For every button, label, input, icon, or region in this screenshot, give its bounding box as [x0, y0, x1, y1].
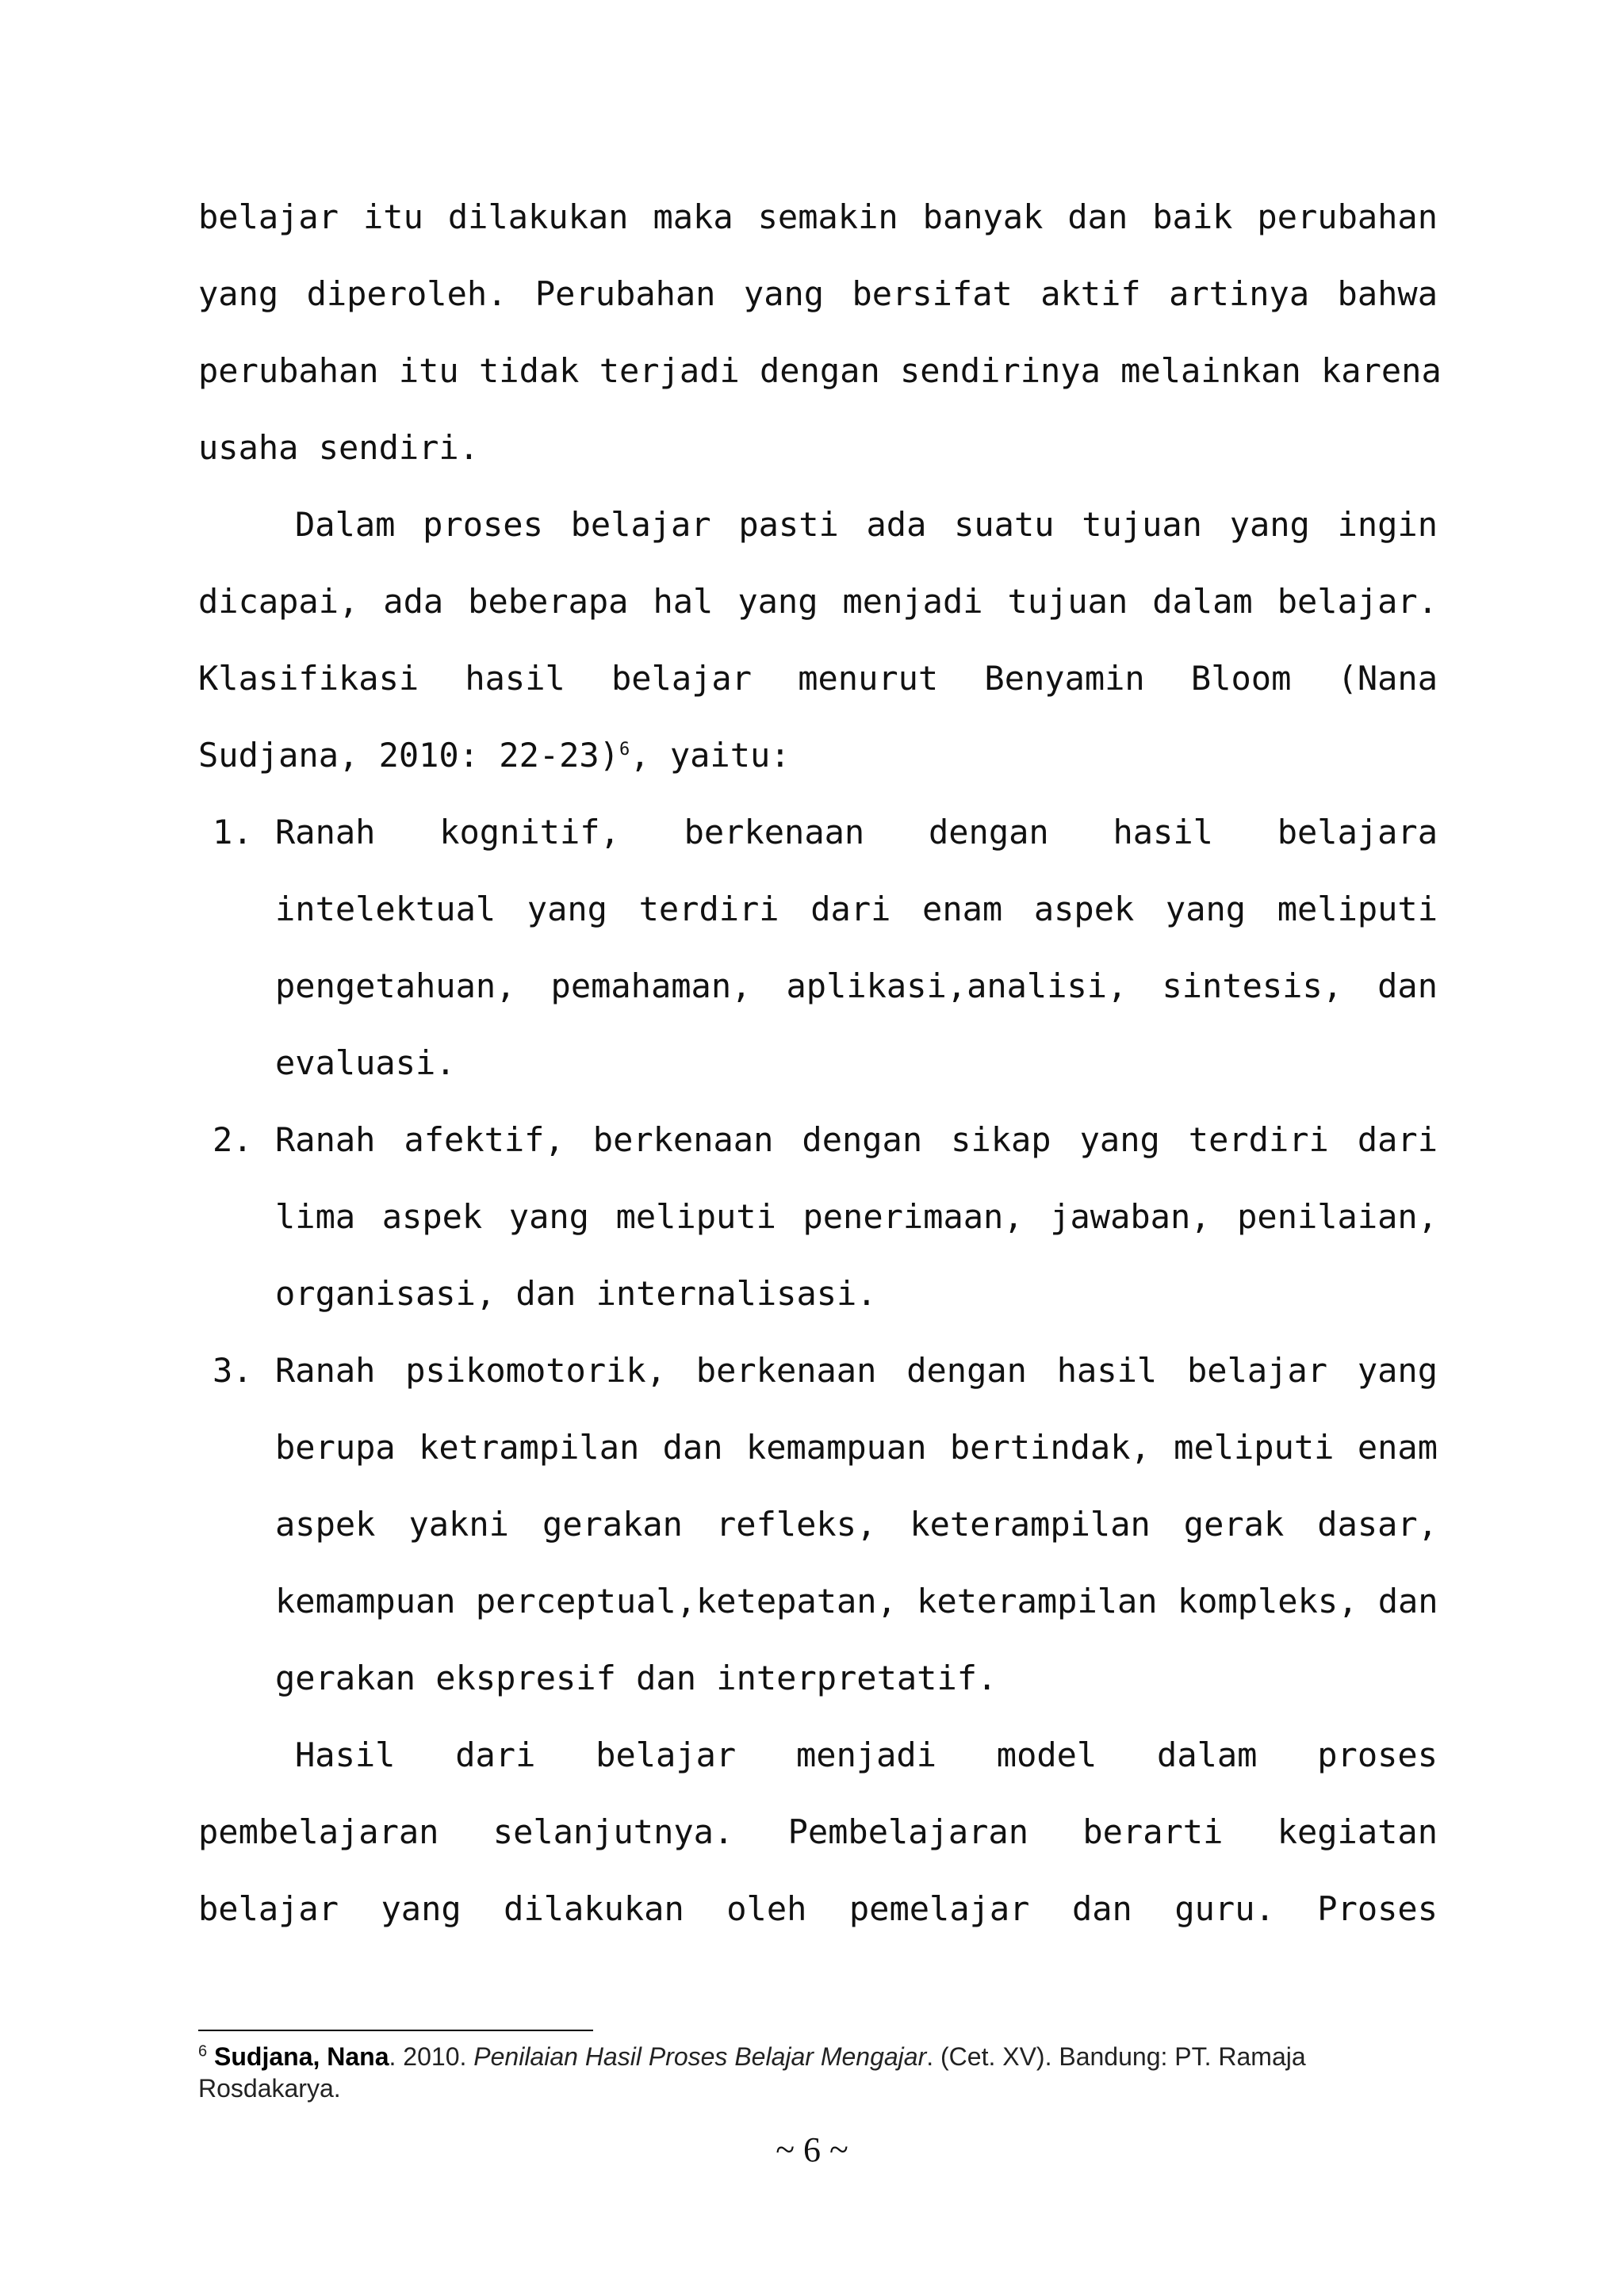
footnote-title: Penilaian Hasil Proses Belajar Mengajar [473, 2042, 927, 2071]
footnote-separator [198, 2030, 593, 2031]
list-item-line: Ranah afektif, berkenaan dengan sikap yang terdiri dari [275, 1120, 1438, 1159]
citation-suffix: , yaitu: [630, 736, 791, 775]
body-line: yang diperoleh. Perubahan yang bersifat aktif artinya bahwa [198, 274, 1438, 313]
list-item-line: Ranah psikomotorik, berkenaan dengan hasil belajar yang [275, 1351, 1438, 1390]
footnote-reference: 6 [619, 740, 630, 760]
body-line: pembelajaran selanjutnya. Pembelajaran berarti kegiatan [198, 1812, 1438, 1851]
list-item-number: 3. [213, 1351, 253, 1390]
body-line: perubahan itu tidak terjadi dengan sendirinya melainkan karena [198, 351, 1442, 390]
footnote-author: Sudjana, Nana [214, 2042, 389, 2071]
footnote-number: 6 [198, 2042, 208, 2061]
list-item-line: intelektual yang terdiri dari enam aspek yang meliputi [275, 890, 1438, 928]
footnote-continuation: Rosdakarya. [198, 2074, 341, 2103]
body-line: belajar itu dilakukan maka semakin banyak dan baik perubahan [198, 197, 1438, 236]
list-item-line: kemampuan perceptual,ketepatan, keterampilan kompleks, dan [275, 1582, 1438, 1621]
body-line: Dalam proses belajar pasti ada suatu tujuan yang ingin [295, 505, 1438, 544]
list-item-line: Ranah kognitif, berkenaan dengan hasil belajara [275, 813, 1438, 851]
list-item-line: aspek yakni gerakan refleks, keterampilan gerak dasar, [275, 1505, 1438, 1544]
list-item-number: 2. [213, 1120, 253, 1159]
body-line: Klasifikasi hasil belajar menurut Benyamin Bloom (Nana [198, 659, 1438, 698]
footnote-year: . 2010. [389, 2042, 474, 2071]
list-item-line: berupa ketrampilan dan kemampuan bertindak, meliputi enam [275, 1428, 1438, 1467]
footnote [198, 2041, 1438, 2072]
list-item-line: evaluasi. [275, 1043, 456, 1082]
page-number: ~ 6 ~ [776, 2130, 848, 2169]
list-item-number: 1. [213, 813, 253, 851]
body-line: dicapai, ada beberapa hal yang menjadi tujuan dalam belajar. [198, 582, 1438, 621]
citation-line [198, 732, 1438, 779]
list-item-line: organisasi, dan internalisasi. [275, 1274, 877, 1313]
list-item-line: pengetahuan, pemahaman, aplikasi,analisi, sintesis, dan [275, 966, 1438, 1005]
citation-text: Sudjana, 2010: 22-23) [198, 736, 620, 775]
body-line: usaha sendiri. [198, 428, 480, 467]
body-line: belajar yang dilakukan oleh pemelajar dan guru. Proses [198, 1889, 1438, 1928]
body-line: Hasil dari belajar menjadi model dalam proses [295, 1735, 1438, 1774]
footnote-publisher: . (Cet. XV). Bandung: PT. Ramaja [926, 2042, 1306, 2071]
list-item-line: lima aspek yang meliputi penerimaan, jawaban, penilaian, [275, 1197, 1438, 1236]
list-item-line: gerakan ekspresif dan interpretatif. [275, 1659, 998, 1697]
